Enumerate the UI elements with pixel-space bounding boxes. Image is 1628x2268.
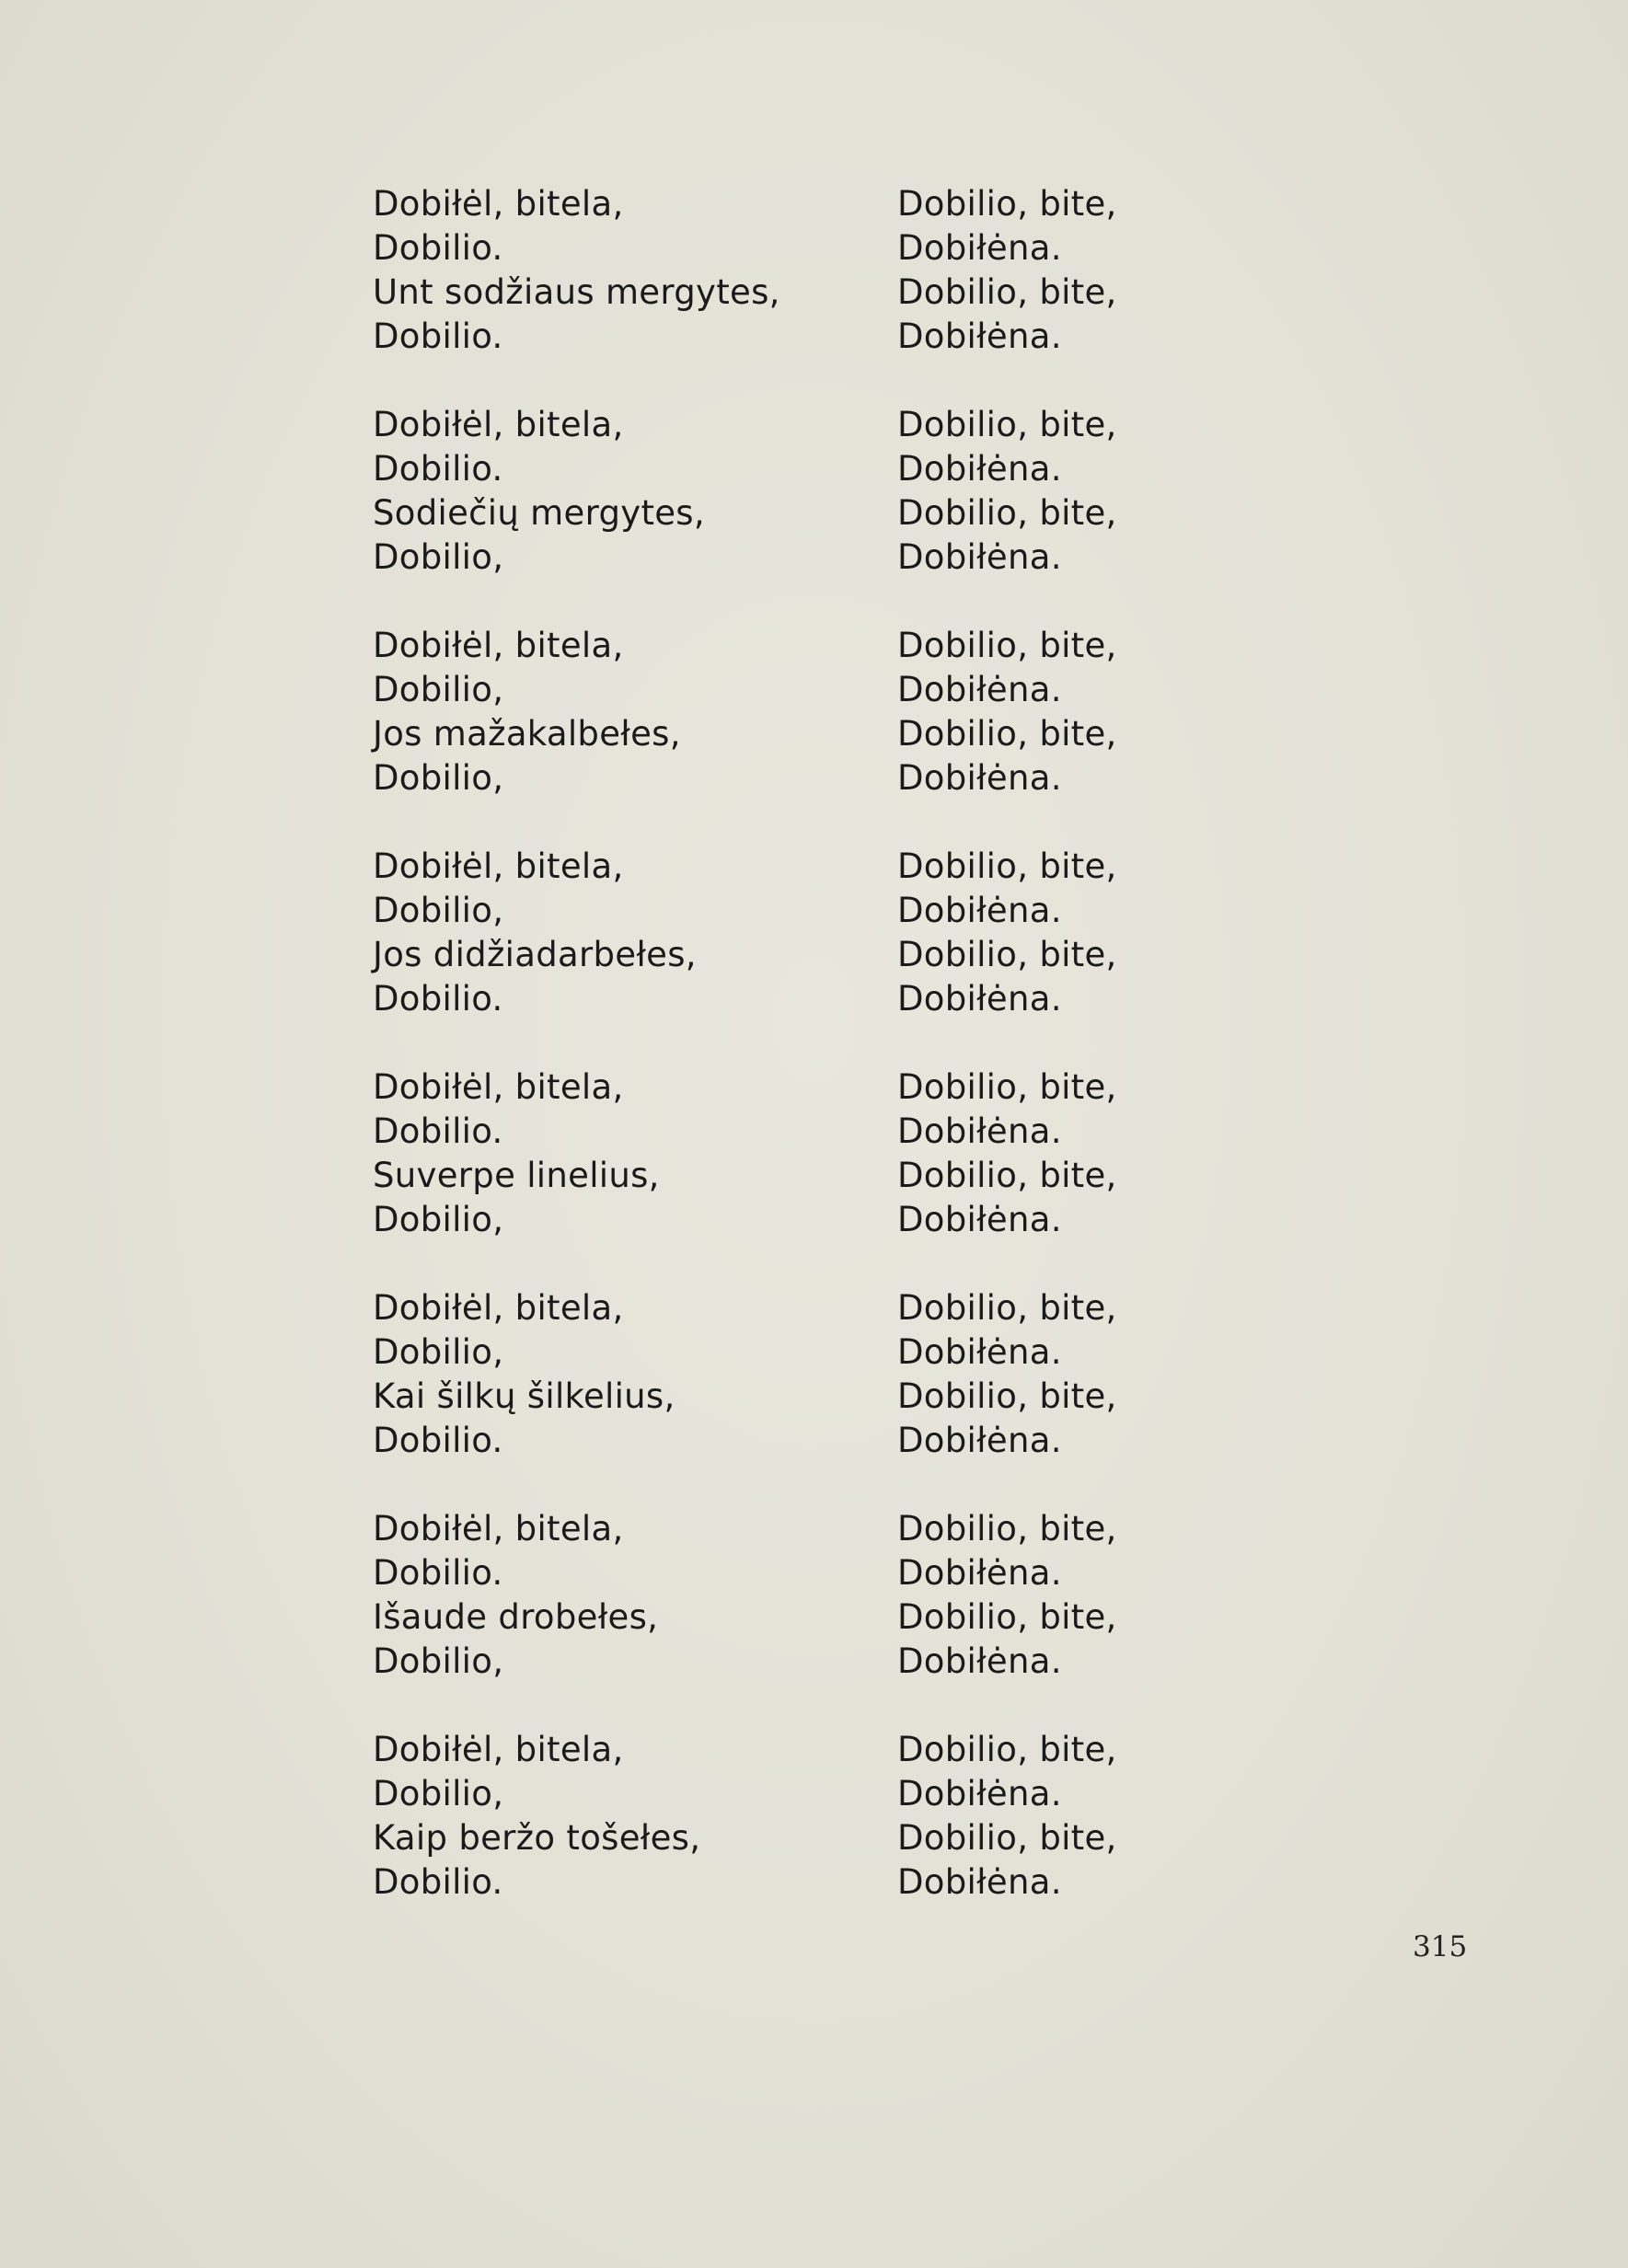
verse-line: Dobilio. — [373, 1111, 503, 1151]
stanza-7 — [373, 1507, 1201, 1728]
verse-line: Dobiłėl, bitela, — [373, 846, 624, 886]
stanza-right-column — [897, 1507, 1201, 1728]
stanza-left-column — [373, 845, 897, 1065]
stanza-right-column — [897, 1065, 1201, 1286]
verse-line: Dobilio. — [373, 1421, 503, 1460]
refrain-line: Dobiłėna. — [897, 1421, 1062, 1460]
refrain-line: Dobiłėna. — [897, 1111, 1062, 1151]
refrain-line: Dobiłėna. — [897, 758, 1062, 798]
verse-line: Sodiečių mergytes, — [373, 493, 705, 533]
stanza-6 — [373, 1286, 1201, 1507]
stanza-right-column — [897, 624, 1201, 845]
stanza-right-column — [897, 1728, 1201, 1949]
verse-line: Dobiłėl, bitela, — [373, 405, 624, 444]
refrain-line: Dobilio, bite, — [897, 1818, 1117, 1858]
refrain-line: Dobilio, bite, — [897, 1288, 1117, 1328]
stanza-8 — [373, 1728, 1201, 1949]
refrain-line: Dobilio, bite, — [897, 935, 1117, 974]
refrain-line: Dobilio, bite, — [897, 1376, 1117, 1416]
stanza-left-column — [373, 403, 897, 624]
stanza-left-column — [373, 1507, 897, 1728]
refrain-line: Dobilio, bite, — [897, 626, 1117, 665]
refrain-line: Dobiłėna. — [897, 891, 1062, 930]
verse-line: Dobilio, — [373, 1200, 504, 1239]
verse-line: Dobilio, — [373, 1641, 504, 1681]
verse-line: Dobilio. — [373, 449, 503, 489]
verse-line: Išaude drobełes, — [373, 1597, 659, 1637]
verse-line: Dobiłėl, bitela, — [373, 184, 624, 224]
refrain-line: Dobilio, bite, — [897, 184, 1117, 224]
refrain-line: Dobilio, bite, — [897, 1156, 1117, 1195]
verse-line: Unt sodžiaus mergytes, — [373, 272, 780, 312]
verse-line: Dobiłėl, bitela, — [373, 1288, 624, 1328]
verse-line: Dobilio. — [373, 317, 503, 356]
verse-line: Jos mažakalbełes, — [373, 714, 681, 754]
stanza-3 — [373, 624, 1201, 845]
refrain-line: Dobilio, bite, — [897, 846, 1117, 886]
refrain-line: Dobilio, bite, — [897, 272, 1117, 312]
stanza-left-column — [373, 1065, 897, 1286]
refrain-line: Dobilio, bite, — [897, 405, 1117, 444]
refrain-line: Dobiłėna. — [897, 1200, 1062, 1239]
verse-line: Dobilio, — [373, 537, 504, 577]
refrain-line: Dobilio, bite, — [897, 1067, 1117, 1107]
stanza-4 — [373, 845, 1201, 1065]
verse-line: Dobilio, — [373, 670, 504, 709]
refrain-line: Dobiłėna. — [897, 537, 1062, 577]
refrain-line: Dobiłėna. — [897, 670, 1062, 709]
refrain-line: Dobiłėna. — [897, 979, 1062, 1019]
refrain-line: Dobiłėna. — [897, 1553, 1062, 1593]
refrain-line: Dobiłėna. — [897, 317, 1062, 356]
verse-line: Dobiłėl, bitela, — [373, 1509, 624, 1548]
verse-line: Dobiłėl, bitela, — [373, 1067, 624, 1107]
stanza-right-column — [897, 403, 1201, 624]
verse-line: Jos didžiadarbełes, — [373, 935, 697, 974]
stanza-left-column — [373, 1286, 897, 1507]
verse-line: Dobiłėl, bitela, — [373, 1730, 624, 1769]
page-number: 315 — [1413, 1930, 1468, 1963]
refrain-line: Dobilio, bite, — [897, 1730, 1117, 1769]
stanza-2 — [373, 403, 1201, 624]
stanza-right-column — [897, 182, 1201, 403]
refrain-line: Dobiłėna. — [897, 449, 1062, 489]
verse-line: Dobilio, — [373, 891, 504, 930]
stanza-left-column — [373, 624, 897, 845]
verse-line: Dobilio, — [373, 1774, 504, 1813]
stanza-left-column — [373, 1728, 897, 1949]
verse-line: Dobilio. — [373, 228, 503, 268]
refrain-line: Dobiłėna. — [897, 228, 1062, 268]
verse-line: Kai šilkų šilkelius, — [373, 1376, 675, 1416]
verse-line: Kaip beržo tošełes, — [373, 1818, 701, 1858]
verse-line: Dobilio. — [373, 1553, 503, 1593]
verse-line: Dobilio, — [373, 1332, 504, 1372]
refrain-line: Dobilio, bite, — [897, 714, 1117, 754]
stanza-5 — [373, 1065, 1201, 1286]
verse-line: Suverpe linelius, — [373, 1156, 660, 1195]
refrain-line: Dobiłėna. — [897, 1641, 1062, 1681]
verse-line: Dobilio, — [373, 758, 504, 798]
refrain-line: Dobilio, bite, — [897, 1597, 1117, 1637]
refrain-line: Dobiłėna. — [897, 1774, 1062, 1813]
stanza-1 — [373, 182, 1201, 403]
song-text — [373, 182, 1201, 1949]
refrain-line: Dobilio, bite, — [897, 493, 1117, 533]
refrain-line: Dobiłėna. — [897, 1862, 1062, 1902]
verse-line: Dobiłėl, bitela, — [373, 626, 624, 665]
refrain-line: Dobilio, bite, — [897, 1509, 1117, 1548]
stanza-right-column — [897, 1286, 1201, 1507]
verse-line: Dobilio. — [373, 979, 503, 1019]
stanza-left-column — [373, 182, 897, 403]
verse-line: Dobilio. — [373, 1862, 503, 1902]
stanza-right-column — [897, 845, 1201, 1065]
refrain-line: Dobiłėna. — [897, 1332, 1062, 1372]
